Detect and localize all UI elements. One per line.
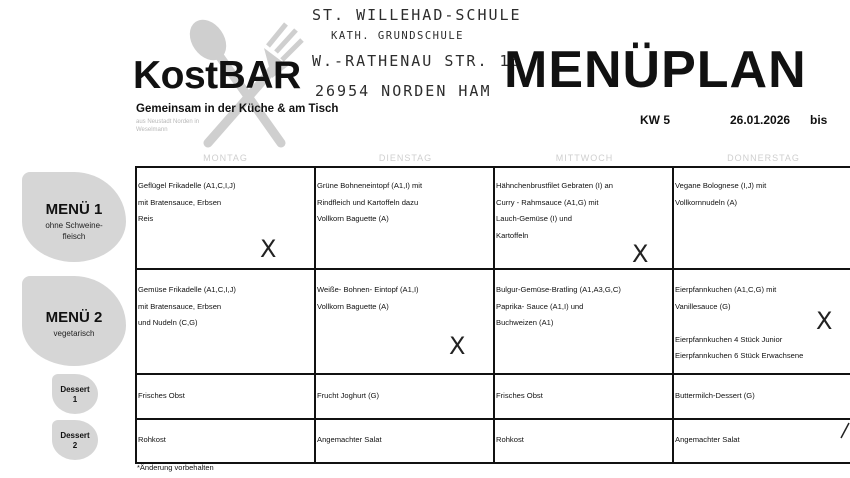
dessert2-tuesday-cell: Angemachter Salat [317,435,382,444]
menu-2-title: MENÜ 2 [45,309,103,326]
menu-2-subtitle: vegetarisch [53,329,95,338]
brand-tagline: Gemeinsam in der Küche & am Tisch [136,103,339,115]
dessert2-thursday-cell: Angemachter Salat [675,435,740,444]
grid-line [135,166,137,463]
day-header: DONNERSTAG [727,153,800,163]
menu2-tuesday-cell: Weiße- Bohnen- Eintopf (A1,I) Vollkorn Baguette (A) [317,285,419,311]
menu1-thursday-cell: Vegane Bolognese (I,J) mit Vollkornnudeln (A) [675,181,767,207]
menu1-tuesday-cell: Grüne Bohneneintopf (A1,I) mit Rindfleich und Kartoffeln dazu Vollkorn Baguette (A) [317,181,423,223]
menu1-wednesday-cell: Hähnchenbrustfilet Gebraten (I) an Curry - Rahmsauce (A1,G) mit Lauch-Gemüse (I) und Kartoffeln [496,181,613,240]
menu2-thursday-cell: Eierpfannkuchen (A1,C,G) mit Vanillesauce (G) Eierpfannkuchen 4 Stück Junior Eierpfannkuchen 6 Stück Erwachsene [675,285,804,360]
day-header: MITTWOCH [555,153,614,163]
stamp-line-3: W.-RATHENAU STR. 16 [312,52,522,70]
footnote: *Änderung vorbehalten [137,463,214,472]
menu2-wednesday-cell: Bulgur-Gemüse-Bratling (A1,A3,G,C) Paprika- Sauce (A1,I) und Buchweizen (A1) [496,285,621,327]
dessert1-thursday-cell: Buttermilch-Dessert (G) [675,391,755,400]
week-bis: bis [810,113,828,127]
dessert1-monday-cell: Frisches Obst [138,391,185,400]
stamp-line-1: ST. WILLEHAD-SCHULE [312,6,522,24]
grid-line [493,166,495,463]
day-header: DIENSTAG [378,153,433,163]
dessert-1-number: 1 [72,395,78,404]
dessert-1-title: Dessert [60,385,90,394]
dessert2-wednesday-cell: Rohkost [496,435,524,444]
grid-line [314,166,316,463]
handwritten-x-mark: X [632,240,649,268]
brand-small-text: aus Neustadt Norden in Weselmann [136,119,200,133]
menu-1-title: MENÜ 1 [45,201,103,218]
dessert1-wednesday-cell: Frisches Obst [496,391,543,400]
stamp-line-4: 26954 NORDEN HAM [315,82,492,100]
menu2-monday-cell: Gemüse Frikadelle (A1,C,I,J) mit Bratensauce, Erbsen und Nudeln (C,G) [138,285,236,327]
menu-1-subtitle: ohne Schweine- [45,221,103,230]
brand-logo: KostBAR [133,54,301,97]
week-number: KW 5 [640,113,670,127]
menu1-monday-cell: Geflügel Frikadelle (A1,C,I,J) mit Bratensauce, Erbsen Reis [138,181,236,223]
grid-line [672,166,674,463]
week-date: 26.01.2026 [730,113,791,127]
handwritten-x-mark: X [449,332,466,360]
stamp-line-2: KATH. GRUNDSCHULE [331,30,464,42]
dessert1-tuesday-cell: Frucht Joghurt (G) [317,391,380,400]
page-title: MENÜPLAN [504,41,807,99]
handwritten-stroke-icon [838,420,850,440]
menu-1-subtitle: fleisch [62,232,86,241]
day-header: MONTAG [203,153,248,163]
dessert-2-number: 2 [72,441,78,450]
dessert2-monday-cell: Rohkost [138,435,166,444]
handwritten-x-mark: X [816,307,833,335]
handwritten-x-mark: X [260,235,277,263]
dessert-2-title: Dessert [60,431,90,440]
